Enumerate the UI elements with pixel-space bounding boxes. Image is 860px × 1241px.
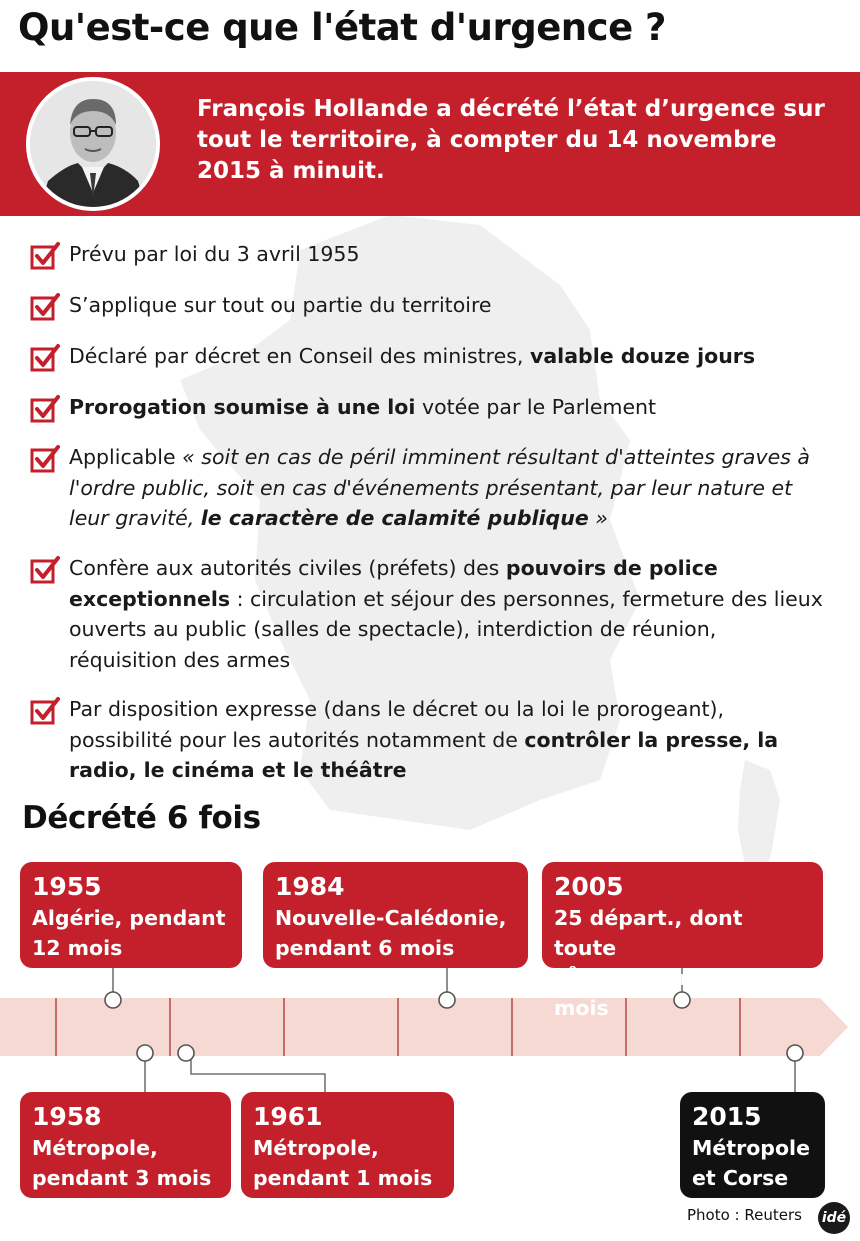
fact-segment: Prévu par loi du 3 avril 1955 <box>69 242 360 266</box>
event-year: 1955 <box>32 872 102 901</box>
event-description: pendant 6 mois <box>275 936 455 960</box>
event-card-current <box>680 1092 825 1198</box>
event-description: Métropole, <box>253 1136 379 1160</box>
fact-segment: Applicable <box>69 445 183 469</box>
event-description: l’Île-de-France, 2 mois <box>554 966 750 1020</box>
fact-segment: votée par le Parlement <box>415 395 657 419</box>
page-title: Qu'est-ce que l'état d'urgence ? <box>18 6 667 49</box>
event-card <box>20 862 242 968</box>
event-year: 2005 <box>554 872 624 901</box>
event-description: 12 mois <box>32 936 123 960</box>
event-description: 25 départ., dont toute <box>554 906 743 960</box>
fact-segment: : circulation et séjour des personnes, fermeture des lieux ouverts au public (salles de spectacle), interdiction de réunion, réquisition des armes <box>69 586 823 672</box>
fact-segment: contrôler la presse, la radio, le cinéma et le théâtre <box>69 727 779 782</box>
timeline-dot <box>178 1045 194 1061</box>
event-description: Algérie, pendant <box>32 906 226 930</box>
event-description: pendant 1 mois <box>253 1166 433 1190</box>
photo-credit: Photo : Reuters <box>687 1206 802 1224</box>
event-year: 1961 <box>253 1102 323 1131</box>
timeline-dot <box>439 992 455 1008</box>
fact-segment: le caractère de calamité publique <box>200 506 589 530</box>
ide-logo: idé <box>818 1202 850 1234</box>
event-card <box>241 1092 454 1198</box>
event-description: Métropole <box>692 1136 810 1160</box>
timeline-dot <box>137 1045 153 1061</box>
fact-segment: Confère aux autorités civiles (préfets) des <box>69 556 506 580</box>
timeline-dot <box>787 1045 803 1061</box>
event-description: Nouvelle-Calédonie, <box>275 906 507 930</box>
event-year: 1984 <box>275 872 345 901</box>
event-description: Métropole, <box>32 1136 158 1160</box>
event-card <box>20 1092 231 1198</box>
event-year: 2015 <box>692 1102 762 1131</box>
timeline-title: Décrété 6 fois <box>22 800 261 836</box>
fact-segment: » <box>588 506 608 530</box>
event-year: 1958 <box>32 1102 102 1131</box>
fact-segment: valable douze jours <box>529 344 756 368</box>
event-description: et Corse <box>692 1166 789 1190</box>
fact-segment: « soit en cas de péril imminent résultant d'atteintes graves à l'ordre public, soit en cas d'événements présentant, par leur nature et leur gravité, <box>69 445 810 530</box>
intro-text: François Hollande a décrété l’état d’urgence sur tout le territoire, à compter du 14 novembre 2015 à minuit. <box>197 96 825 184</box>
event-card <box>263 862 528 968</box>
fact-segment: Prorogation soumise à une loi <box>69 395 416 419</box>
fact-segment: Par disposition expresse (dans le décret ou la loi le prorogeant), possibilité pour les autorités notamment de <box>69 697 725 752</box>
timeline-dot <box>105 992 121 1008</box>
fact-segment: S’applique sur tout ou partie du territoire <box>69 293 492 317</box>
fact-segment: pouvoirs de police exceptionnels <box>69 556 718 611</box>
event-card <box>542 862 823 1020</box>
fact-segment: Déclaré par décret en Conseil des ministres, <box>69 344 530 368</box>
event-description: pendant 3 mois <box>32 1166 212 1190</box>
